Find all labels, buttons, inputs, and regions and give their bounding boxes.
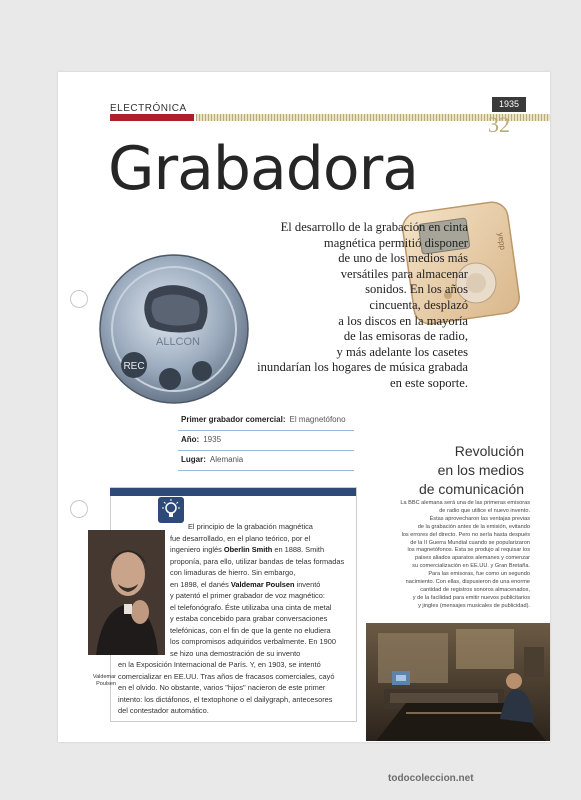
radio-studio-photo [366, 623, 550, 741]
history-box-bar [110, 488, 356, 496]
story-line: en el olvido. No obstante, varios "hijos" nacieron de este primer [118, 683, 326, 692]
story-line: se hizo una demostración de su invento [170, 648, 301, 658]
watermark: todocoleccion.net [388, 773, 474, 784]
fact-row: Lugar: Alemania [178, 451, 354, 471]
brand-label: ALLCON [155, 336, 201, 348]
page-number: 32 [488, 112, 510, 137]
fact-row: Año: 1935 [178, 431, 354, 451]
brand-label: yepp [496, 232, 508, 251]
story-line: con limaduras de hierro. Sin embargo, [170, 568, 296, 577]
story-line: y patentó el primer grabador de voz magnético: [170, 591, 325, 600]
intro-paragraph: El desarrollo de la grabación en cinta magnética permitió disponer de uno de los medios más versátiles para almacenar sonidos. En los años cincuenta, desplazó a los discos en la mayoría de las emisoras de radio, y más adelante los casetes inundarían los hogares de música grabada en este soporte. [257, 220, 468, 390]
story-line: ingeniero inglés Oberlin Smith en 1888. Smith [170, 545, 325, 554]
story-line: fue desarrollado, en el plano teórico, por el [170, 533, 311, 543]
sidebar-text: La BBC alemana será una de las primeras emisoras de radio que utilice el nuevo invento. Éstas aprovecharon las ventajas previas de la grabación antes de la emisión, evitando los errores del directo. Pero no sería hasta después de la II Guerra Mundial cuando se popularizaron los magnetófonos. Esta se produjo al requisar los paises aliados aparatos alemanes y comenzar su comercialización en EE.UU. y Gran Bretaña. Para las emisoras, fue como un segundo nacimiento. Con ellas, dispusieron de una enorme cantidad de registros sonoros almacenados, y de la facilidad para emitir nuevos publicitarios y jingles (mensajes musicales de publicidad). [400, 500, 530, 609]
story-line: intento: los dictáfonos, el textophone o el dailygraph, antecesores [118, 694, 333, 704]
story-line: del contestador automático. [118, 706, 209, 715]
punch-hole [70, 290, 88, 308]
magazine-page [58, 72, 550, 742]
story-line: El principio de la grabación magnética [188, 522, 313, 531]
story-line: en la Exposición Internacional de París. Y, en 1903, se intentó [118, 660, 321, 669]
section-label: ELECTRÓNICA [110, 103, 187, 114]
story-line: telefónicas, con el fin de que la gente no eludiera [170, 625, 331, 635]
lightbulb-icon [158, 497, 184, 523]
facts-table [178, 411, 354, 471]
story-line: proponía, para ello, utilizar bandas de telas formadas [170, 556, 345, 566]
fact-row: Primer grabador comercial: El magnetófono [178, 411, 354, 431]
story-line: en 1898, el danés Valdemar Poulsen inventó [170, 579, 321, 589]
page-title: Grabadora [108, 134, 419, 204]
punch-hole [70, 500, 88, 518]
rec-label: REC [123, 361, 145, 372]
story-line: los compromisos adquiridos verbalmente. En 1900 [170, 637, 336, 646]
sidebar-title: Revolución en los medios de comunicación [418, 443, 524, 497]
story-line: el telefonógrafo. Éste utilizaba una cinta de metal [170, 602, 332, 612]
history-text [108, 521, 348, 717]
year-badge: 1935 [492, 97, 526, 112]
section-red-bar [110, 114, 194, 121]
portrait-caption: Valdemar Poulsen [92, 674, 116, 687]
story-line: y estaba concebido para grabar conversaciones [170, 614, 328, 623]
story-line: comercializar en EE.UU. Tras años de fracasos comerciales, cayó [118, 671, 335, 681]
